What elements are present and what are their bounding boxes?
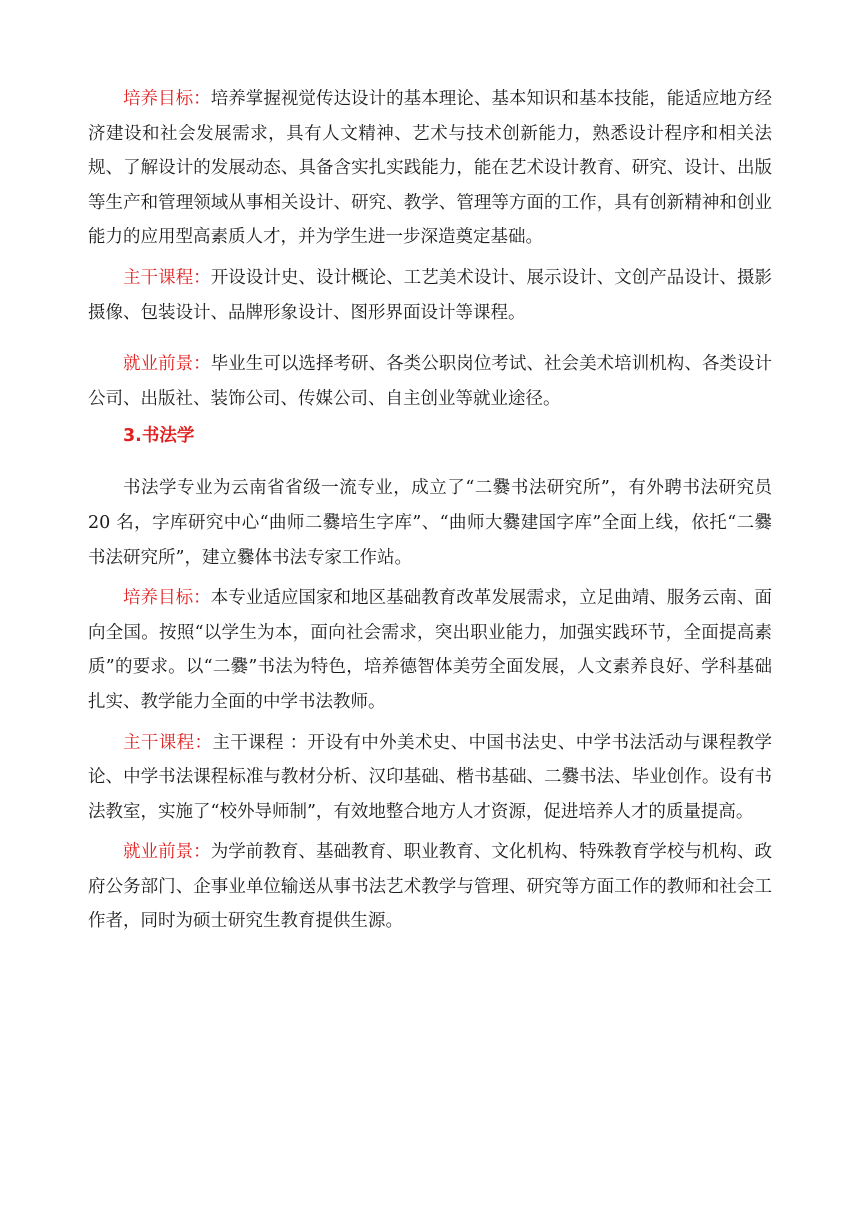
career-text: 为学前教育、基础教育、职业教育、文化机构、特殊教育学校与机构、政府公务部门、企事业单位输送从事书法艺术教学与管理、研究等方面工作的教师和社会工作者，同时为硕士研究生教育提供生源。 <box>88 842 773 932</box>
calligraphy-career-paragraph <box>88 835 772 939</box>
calligraphy-goal-paragraph <box>88 581 772 719</box>
design-goal-paragraph <box>88 82 772 255</box>
design-career-paragraph <box>88 347 772 416</box>
goal-text: 培养掌握视觉传达设计的基本理论、基本知识和基本技能，能适应地方经济建设和社会发展需求，具有人文精神、艺术与技术创新能力，熟悉设计程序和相关法规、了解设计的发展动态、具备含实扎实践能力，能在艺术设计教育、研究、设计、出版等生产和管理领域从事相关设计、研究、教学、管理等方面的工作，具有创新精神和创业能力的应用型高素质人才，并为学生进一步深造奠定基础。 <box>88 89 773 248</box>
goal-text: 本专业适应国家和地区基础教育改革发展需求，立足曲靖、服务云南、面向全国。按照“以学生为本，面向社会需求，突出职业能力，加强实践环节，全面提高素质”的要求。以“二爨”书法为特色，培养德智体美劳全面发展，人文素养良好、学科基础扎实、教学能力全面的中学书法教师。 <box>88 588 773 712</box>
goal-label: 培养目标： <box>123 89 211 109</box>
calligraphy-intro-paragraph: 书法学专业为云南省省级一流专业，成立了“二爨书法研究所”，有外聘书法研究员 20 名，字库研究中心“曲师二爨培生字库”、“曲师大爨建国字库”全面上线，依托“二爨书法研究所”，建立爨体书法专家工作站。 <box>88 478 772 568</box>
section-heading-calligraphy: 3.书法学 <box>123 426 195 447</box>
course-label: 主干课程： <box>123 267 211 288</box>
career-label: 就业前景： <box>123 842 211 863</box>
document-page <box>88 82 772 939</box>
course-text: 开设设计史、设计概论、工艺美术设计、展示设计、文创产品设计、摄影摄像、包装设计、品牌形象设计、图形界面设计等课程。 <box>88 267 773 323</box>
course-label: 主干课程： <box>123 732 213 753</box>
goal-label: 培养目标： <box>123 588 211 609</box>
career-label: 就业前景： <box>123 354 211 375</box>
design-course-paragraph <box>88 261 772 330</box>
calligraphy-course-paragraph <box>88 726 772 830</box>
course-text: 主干课程 ：开设有中外美术史、中国书法史、中学书法活动与课程教学论、中学书法课程标准与教材分析、汉印基础、楷书基础、二爨书法、毕业创作。设有书法教室，实施了“校外导师制”，有效地整合地方人才资源，促进培养人才的质量提高。 <box>88 732 773 822</box>
career-text: 毕业生可以选择考研、各类公职岗位考试、社会美术培训机构、各类设计公司、出版社、装饰公司、传媒公司、自主创业等就业途径。 <box>88 354 773 409</box>
